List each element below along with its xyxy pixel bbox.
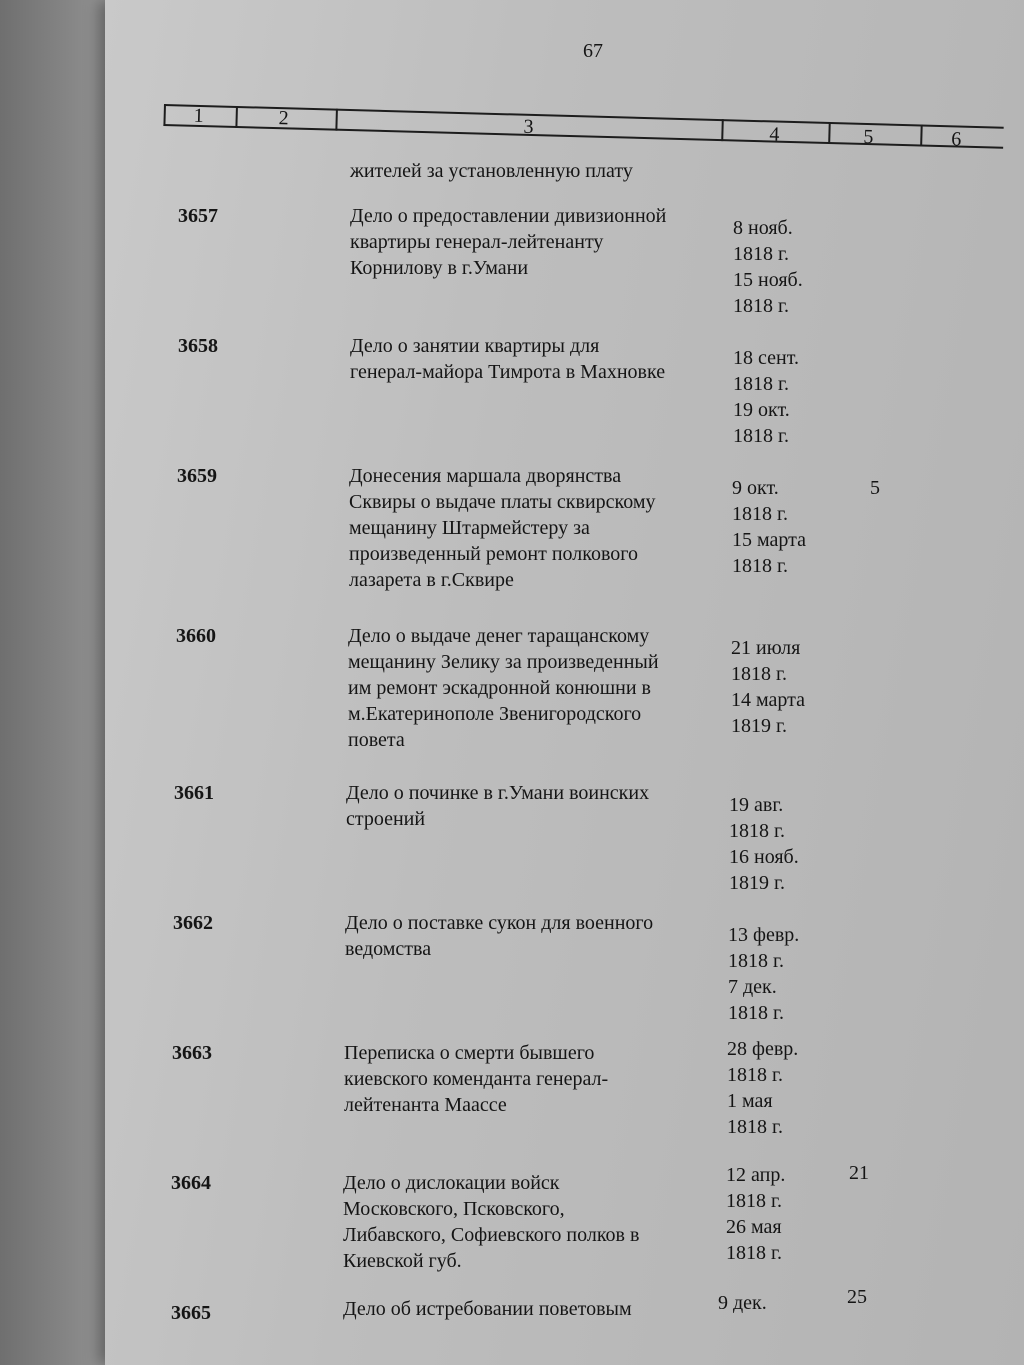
header-col-2: 2 [278, 107, 289, 130]
title-line: ведомства [345, 938, 432, 960]
title-line: повета [348, 729, 405, 751]
title-line: Дело о занятии квартиры для [350, 335, 600, 357]
record-dates [728, 922, 799, 1026]
record-number: 3664 [171, 1172, 211, 1194]
record-number: 3657 [178, 205, 218, 227]
date-line: 15 марта [732, 529, 806, 551]
title-line: Дело о выдаче денег таращанскому [348, 625, 650, 647]
record-title [343, 1296, 713, 1322]
title-line: Киевской губ. [343, 1250, 462, 1272]
title-line: Сквиры о выдаче платы сквирскому [349, 491, 656, 513]
record-number: 3665 [171, 1302, 211, 1324]
record-dates [732, 475, 806, 579]
date-line: 13 февр. [728, 924, 800, 946]
record-number: 3661 [174, 782, 214, 804]
header-col-3: 3 [523, 115, 534, 138]
title-line: Либавского, Софиевского полков в [343, 1224, 640, 1246]
record-title [345, 910, 715, 962]
date-line: 9 дек. [718, 1292, 767, 1314]
date-line: 1818 г. [732, 503, 788, 525]
record-number: 3658 [178, 335, 218, 357]
header-divider [920, 124, 923, 146]
title-line: им ремонт эскадронной конюшни в [348, 677, 651, 699]
header-divider [828, 122, 831, 144]
date-line: 16 нояб. [729, 846, 799, 868]
title-line: генерал-майора Тимрота в Махновке [350, 361, 666, 383]
date-line: 14 марта [731, 689, 805, 711]
date-line: 28 февр. [727, 1038, 799, 1060]
record-number: 3660 [176, 625, 216, 647]
record-title [350, 333, 720, 385]
header-divider [163, 104, 166, 126]
date-line: 1818 г. [726, 1190, 782, 1212]
header-col-4: 4 [769, 123, 780, 146]
date-line: 1818 г. [733, 295, 789, 317]
record-sheets: 21 [849, 1162, 869, 1184]
date-line: 1 мая [727, 1090, 773, 1112]
title-line: Дело о предоставлении дивизионной [350, 205, 667, 227]
record-title [348, 623, 718, 753]
date-line: 1818 г. [727, 1064, 783, 1086]
title-line: Дело об истребовании поветовым [343, 1298, 632, 1320]
date-line: 1818 г. [728, 950, 784, 972]
date-line: 1819 г. [729, 872, 785, 894]
record-dates [727, 1036, 798, 1140]
date-line: 19 авг. [729, 794, 784, 816]
record-number: 3663 [172, 1042, 212, 1064]
title-line: Переписка о смерти бывшего [344, 1042, 595, 1064]
date-line: 12 апр. [726, 1164, 786, 1186]
continuation-text: жителей за установленную плату [350, 160, 633, 182]
record-dates [731, 635, 805, 739]
record-sheets: 25 [847, 1286, 867, 1308]
title-line: Корнилову в г.Умани [350, 257, 529, 279]
title-line: Дело о поставке сукон для военного [345, 912, 654, 934]
date-line: 1818 г. [727, 1116, 783, 1138]
record-title [344, 1040, 714, 1118]
header-divider [721, 119, 724, 141]
header-divider [235, 106, 238, 128]
title-line: Дело о починке в г.Умани воинских [346, 782, 650, 804]
date-line: 1818 г. [731, 663, 787, 685]
header-col-6: 6 [951, 128, 962, 151]
title-line: Донесения маршала дворянства [349, 465, 622, 487]
date-line: 15 нояб. [733, 269, 803, 291]
title-line: произведенный ремонт полкового [349, 543, 638, 565]
date-line: 7 дек. [728, 976, 777, 998]
record-number: 3662 [173, 912, 213, 934]
title-line: киевского коменданта генерал- [344, 1068, 609, 1090]
record-title [343, 1170, 713, 1274]
title-line: мещанину Зелику за произведенный [348, 651, 659, 673]
title-line: квартиры генерал-лейтенанту [350, 231, 604, 253]
record-sheets: 5 [870, 477, 880, 499]
title-line: мещанину Штармейстеру за [349, 517, 590, 539]
title-line: строений [346, 808, 426, 830]
header-bottom-rule [163, 124, 1003, 149]
date-line: 1818 г. [732, 555, 788, 577]
date-line: 1818 г. [733, 243, 789, 265]
header-divider [335, 109, 338, 131]
record-dates [729, 792, 799, 896]
record-number: 3659 [177, 465, 217, 487]
date-line: 21 июля [731, 637, 801, 659]
title-line: Московского, Псковского, [343, 1198, 565, 1220]
date-line: 1818 г. [728, 1002, 784, 1024]
title-line: м.Екатеринополе Звенигородского [348, 703, 642, 725]
record-dates [726, 1162, 785, 1266]
date-line: 1818 г. [733, 425, 789, 447]
date-line: 8 нояб. [733, 217, 793, 239]
header-col-5: 5 [863, 125, 874, 149]
date-line: 1818 г. [729, 820, 785, 842]
record-title [350, 203, 720, 281]
record-dates [733, 345, 799, 449]
date-line: 18 сент. [733, 347, 799, 369]
date-line: 1818 г. [733, 373, 789, 395]
date-line: 19 окт. [733, 399, 790, 421]
title-line: лейтенанта Маассе [344, 1094, 507, 1116]
record-dates [718, 1290, 767, 1316]
date-line: 1818 г. [726, 1242, 782, 1264]
page-number: 67 [583, 40, 603, 62]
date-line: 1819 г. [731, 715, 787, 737]
title-line: Дело о дислокации войск [343, 1172, 560, 1194]
record-dates [733, 215, 803, 319]
record-title [346, 780, 716, 832]
date-line: 26 мая [726, 1216, 782, 1238]
title-line: лазарета в г.Сквире [349, 569, 514, 591]
date-line: 9 окт. [732, 477, 779, 499]
record-title [349, 463, 719, 593]
header-col-1: 1 [193, 104, 204, 128]
